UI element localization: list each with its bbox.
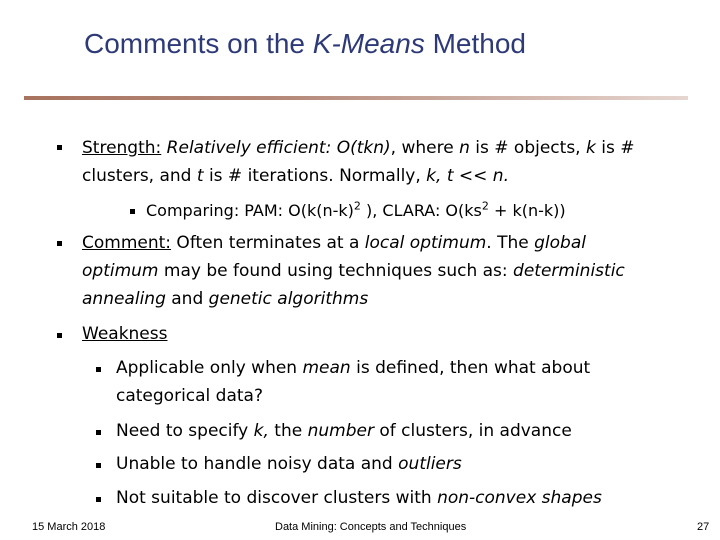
weakness-item-1-line-1: Applicable only when mean is defined, then what about — [116, 358, 591, 378]
weakness-item-3: Unable to handle noisy data and outliers — [116, 454, 462, 474]
weakness-item-1-line-2: categorical data? — [116, 386, 263, 406]
bullet-icon — [96, 463, 101, 468]
footer-date: 15 March 2018 — [32, 521, 106, 533]
comment-line-3: annealing and genetic algorithms — [82, 289, 369, 309]
bullet-icon — [57, 333, 62, 338]
weakness-item-4: Not suitable to discover clusters with non-convex shapes — [116, 488, 602, 508]
footer-page-number: 27 — [697, 521, 710, 533]
slide-title: Comments on the K-Means Method — [84, 28, 526, 59]
weakness-heading: Weakness — [82, 324, 168, 344]
bullet-icon — [57, 145, 62, 150]
bullet-icon — [96, 430, 101, 435]
footer-course: Data Mining: Concepts and Techniques — [275, 521, 467, 533]
strength-line-2: clusters, and t is # iterations. Normally, k, t << n. — [82, 166, 509, 186]
bullet-icon — [96, 367, 101, 372]
comment-line-1: Comment: Often terminates at a local optimum. The global — [82, 233, 586, 253]
weakness-item-2: Need to specify k, the number of clusters, in advance — [116, 421, 572, 441]
bullet-icon — [130, 209, 135, 214]
bullet-icon — [57, 241, 62, 246]
comment-line-2: optimum may be found using techniques such as: deterministic — [82, 261, 625, 281]
title-divider — [24, 96, 688, 100]
comparing-line: Comparing: PAM: $O(k(n-k)^2$ ), CLARA: $O(ks^2 + k(n-k))$ — [146, 199, 566, 220]
bullet-icon — [96, 497, 101, 502]
strength-line-1: Strength: Relatively efficient: O(tkn), where n is # objects, k is # — [82, 138, 635, 158]
